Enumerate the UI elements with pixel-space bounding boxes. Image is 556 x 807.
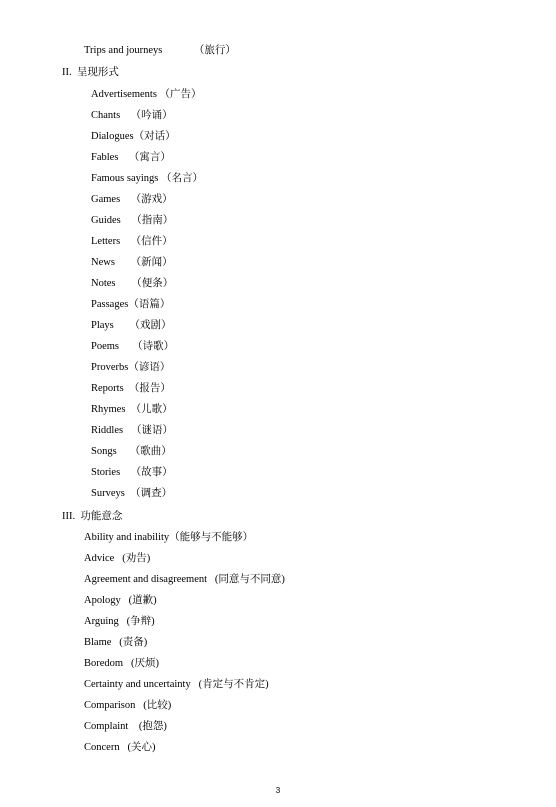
list-item: Dialogues（对话） (91, 131, 176, 142)
list-item: Notes （便条） (91, 278, 174, 289)
list-item: Songs （歌曲） (91, 446, 172, 457)
list-item: Trips and journeys （旅行） (84, 45, 236, 56)
list-item: Surveys （调查） (91, 488, 173, 499)
section-heading: II. 呈现形式 (62, 67, 119, 78)
list-item: Famous sayings （名言） (91, 173, 204, 184)
list-item: Passages（语篇） (91, 299, 171, 310)
list-item: Arguing (争辩) (84, 616, 155, 627)
list-item: Ability and inability（能够与不能够） (84, 532, 254, 543)
list-item: Complaint (抱怨) (84, 721, 167, 732)
list-item: Concern (关心) (84, 742, 156, 753)
list-item: Comparison (比较) (84, 700, 172, 711)
list-item: Stories （故事） (91, 467, 173, 478)
list-item: Agreement and disagreement (同意与不同意) (84, 574, 285, 585)
page-number: 3 (275, 786, 281, 795)
list-item: Plays （戏剧） (91, 320, 172, 331)
list-item: Blame (责备) (84, 637, 148, 648)
list-item: Letters （信件） (91, 236, 173, 247)
list-item: Certainty and uncertainty (肯定与不肯定) (84, 679, 269, 690)
list-item: Rhymes （儿歌） (91, 404, 173, 415)
list-item: Riddles （谜语） (91, 425, 173, 436)
list-item: Apology (道歉) (84, 595, 157, 606)
list-item: Boredom (厌烦) (84, 658, 159, 669)
list-item: Games （游戏） (91, 194, 173, 205)
list-item: Advice (劝告) (84, 553, 151, 564)
list-item: News （新闻） (91, 257, 173, 268)
list-item: Fables （寓言） (91, 152, 171, 163)
list-item: Guides （指南） (91, 215, 174, 226)
list-item: Advertisements （广告） (91, 89, 202, 100)
list-item: Poems （诗歌） (91, 341, 175, 352)
list-item: Reports （报告） (91, 383, 171, 394)
list-item: Chants （吟诵） (91, 110, 173, 121)
list-item: Proverbs（谚语） (91, 362, 171, 373)
section-heading: III. 功能意念 (62, 511, 123, 522)
